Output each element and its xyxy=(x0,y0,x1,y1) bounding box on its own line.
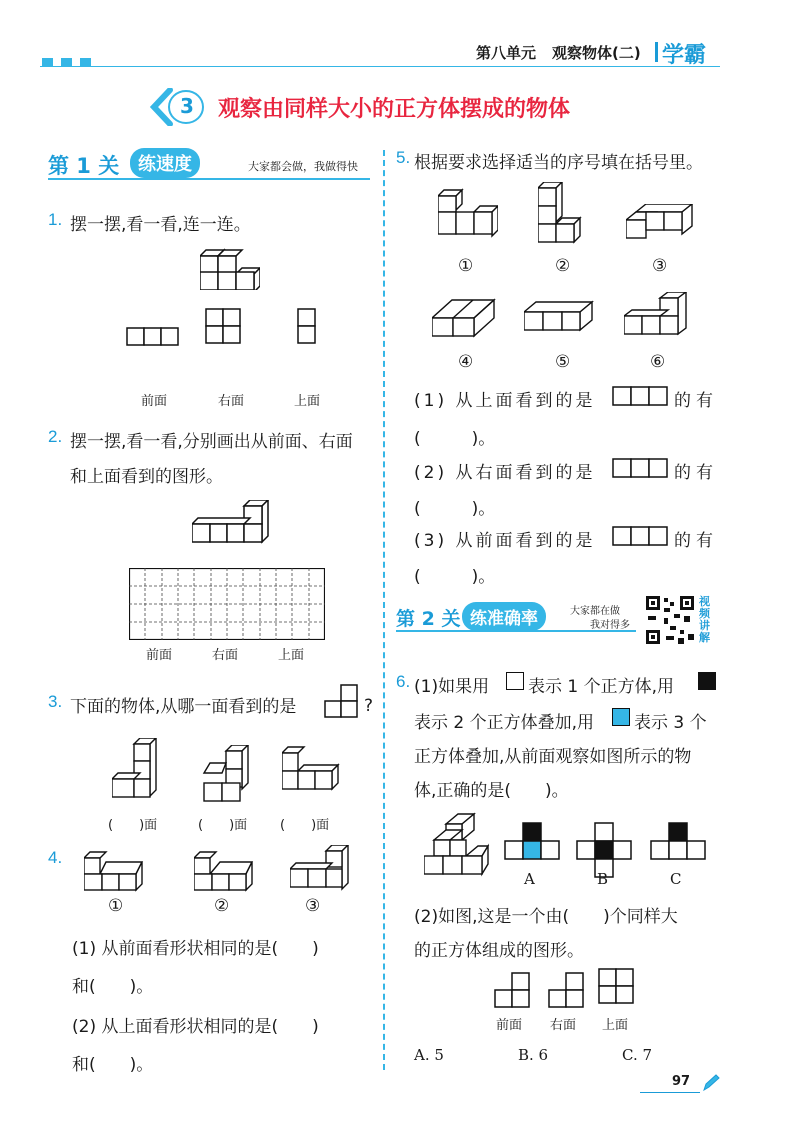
q5-sub2-tail: 的有 xyxy=(674,463,718,483)
q4-sub1-line1[interactable]: (1) 从前面看形状相同的是( ) xyxy=(72,939,319,959)
level2-label: 第 2 关 xyxy=(396,608,461,630)
q5-solid-5 xyxy=(524,300,594,340)
q5-sub3-view xyxy=(612,526,668,546)
q5-sub1-view xyxy=(612,386,668,406)
level2-badge: 练准确率 xyxy=(462,602,546,631)
q6-choice-b[interactable]: B. 6 xyxy=(518,1046,549,1064)
q6-p1a: (1)如果用 xyxy=(414,677,490,697)
q4-solid-2 xyxy=(194,850,254,892)
q6-view-front xyxy=(494,972,532,1010)
level2-slogan1: 大家都在做 xyxy=(570,606,620,617)
column-divider xyxy=(383,150,385,1070)
lesson-badge xyxy=(148,88,206,126)
q6-label-right: 右面 xyxy=(550,1018,577,1033)
q3-view-icon xyxy=(324,684,360,720)
q4-mark-2: ② xyxy=(214,896,230,916)
q4-solid-1 xyxy=(84,850,144,892)
header-topic: 观察物体(二) xyxy=(552,44,641,62)
q5-sub1-blank[interactable]: ( )。 xyxy=(414,429,496,449)
q6-p2b: 表示 3 个 xyxy=(634,713,707,733)
q1-number: 1. xyxy=(48,210,63,229)
q6-option-c-label: C xyxy=(670,870,682,888)
q6-number: 6. xyxy=(396,672,411,691)
q3-solid-c xyxy=(282,745,342,801)
level1-slogan: 大家都会做，我做得快 xyxy=(248,160,358,173)
q6-p3: 正方体叠加,从前面观察如图所示的物 xyxy=(414,747,692,767)
q1-label-right: 右面 xyxy=(218,394,245,409)
q3-solid-a xyxy=(112,738,158,804)
q6-solid-figure xyxy=(424,812,490,878)
level2-slogan2: 我对得多 xyxy=(590,620,630,631)
q5-mark-6: ⑥ xyxy=(650,352,666,372)
q2-solid-figure xyxy=(192,500,272,544)
q3-blank-1[interactable]: ( )面 xyxy=(108,818,158,833)
q5-solid-3 xyxy=(626,204,694,246)
footer-line xyxy=(640,1092,700,1093)
q6-option-a-label: A xyxy=(524,870,535,888)
pencil-icon xyxy=(702,1074,720,1092)
q5-mark-3: ③ xyxy=(652,256,668,276)
q3-solid-b xyxy=(200,745,254,805)
q5-sub1: (1) 从上面看到的是 xyxy=(414,391,596,411)
q5-number: 5. xyxy=(396,148,411,167)
q2-line2: 和上面看到的图形。 xyxy=(70,467,223,487)
header-unit: 第八单元 xyxy=(476,44,537,62)
q6-white-square-icon xyxy=(506,672,524,690)
q2-drawing-grid[interactable] xyxy=(129,568,325,640)
q5-sub2: (2) 从右面看到的是 xyxy=(414,463,596,483)
q4-mark-3: ③ xyxy=(305,896,321,916)
q2-line1: 摆一摆,看一看,分别画出从前面、右面 xyxy=(70,432,353,452)
q3-qmark: ? xyxy=(364,696,374,716)
q1-view-row xyxy=(126,327,180,347)
q4-sub2-line1[interactable]: (2) 从上面看形状相同的是( ) xyxy=(72,1017,319,1037)
q6-choice-c[interactable]: C. 7 xyxy=(622,1046,653,1064)
q5-mark-2: ② xyxy=(555,256,571,276)
q3-blank-2[interactable]: ( )面 xyxy=(198,818,248,833)
q5-solid-2 xyxy=(538,182,584,254)
q5-mark-5: ⑤ xyxy=(555,352,571,372)
lesson-title: 观察由同样大小的正方体摆成的物体 xyxy=(218,96,571,121)
q1-solid-figure xyxy=(200,248,260,290)
q6-black-square-icon xyxy=(698,672,716,690)
q5-sub1-tail: 的有 xyxy=(674,391,718,411)
level1-badge: 练速度 xyxy=(130,148,200,178)
header-brand: 学霸 xyxy=(662,43,707,68)
header-bar xyxy=(655,42,658,62)
q6-option-c-figure[interactable] xyxy=(650,822,706,862)
q5-sub3-blank[interactable]: ( )。 xyxy=(414,567,496,587)
page-number: 97 xyxy=(672,1074,691,1089)
q3-text: 下面的物体,从哪一面看到的是 xyxy=(70,697,297,717)
q6-p2a: 表示 2 个正方体叠加,用 xyxy=(414,713,595,733)
qr-caption: 视频讲解 xyxy=(699,595,710,644)
q5-text: 根据要求选择适当的序号填在括号里。 xyxy=(414,153,703,173)
q2-label-right: 右面 xyxy=(212,648,239,663)
header-squares xyxy=(42,52,91,71)
q6-label-front: 前面 xyxy=(496,1018,523,1033)
q6-p6: 的正方体组成的图形。 xyxy=(414,941,584,961)
q6-option-b-label: B xyxy=(597,870,609,888)
q1-label-front: 前面 xyxy=(141,394,168,409)
q2-number: 2. xyxy=(48,427,63,446)
q6-p5[interactable]: (2)如图,这是一个由( )个同样大 xyxy=(414,907,678,927)
q4-sub1-line2[interactable]: 和( )。 xyxy=(72,977,154,997)
q5-sub3-tail: 的有 xyxy=(674,531,718,551)
q1-view-lshape xyxy=(205,308,245,348)
qr-code-icon[interactable] xyxy=(644,594,696,646)
level1-label: 第 1 关 xyxy=(48,154,120,178)
header-line xyxy=(40,66,720,67)
q4-solid-3 xyxy=(290,845,350,893)
q5-sub2-view xyxy=(612,458,668,478)
q2-label-top: 上面 xyxy=(278,648,305,663)
q3-blank-3[interactable]: ( )面 xyxy=(280,818,330,833)
q4-mark-1: ① xyxy=(108,896,124,916)
q2-label-front: 前面 xyxy=(146,648,173,663)
level2-underline xyxy=(396,630,636,632)
q5-sub3: (3) 从前面看到的是 xyxy=(414,531,596,551)
q6-p4[interactable]: 体,正确的是( )。 xyxy=(414,781,569,801)
q4-number: 4. xyxy=(48,848,63,867)
q6-view-top xyxy=(598,968,636,1006)
q5-solid-4 xyxy=(432,296,496,346)
q5-mark-1: ① xyxy=(458,256,474,276)
q6-choice-a[interactable]: A. 5 xyxy=(414,1046,444,1064)
q1-view-column xyxy=(297,308,317,348)
level1-underline xyxy=(48,178,370,180)
q6-label-top: 上面 xyxy=(602,1018,629,1033)
q3-number: 3. xyxy=(48,692,63,711)
q6-p1b: 表示 1 个正方体,用 xyxy=(528,677,675,697)
q4-sub2-line2[interactable]: 和( )。 xyxy=(72,1055,154,1075)
lesson-chevron-icon xyxy=(148,88,206,126)
q1-text: 摆一摆,看一看,连一连。 xyxy=(70,215,251,235)
lesson-number: 3 xyxy=(180,94,194,118)
q6-blue-square-icon xyxy=(612,708,630,726)
q5-sub2-blank[interactable]: ( )。 xyxy=(414,499,496,519)
q5-mark-4: ④ xyxy=(458,352,474,372)
q6-option-a-figure[interactable] xyxy=(504,822,560,862)
q6-view-right xyxy=(548,972,586,1010)
q5-solid-6 xyxy=(624,292,690,344)
q5-solid-1 xyxy=(438,188,498,240)
q1-label-top: 上面 xyxy=(294,394,321,409)
